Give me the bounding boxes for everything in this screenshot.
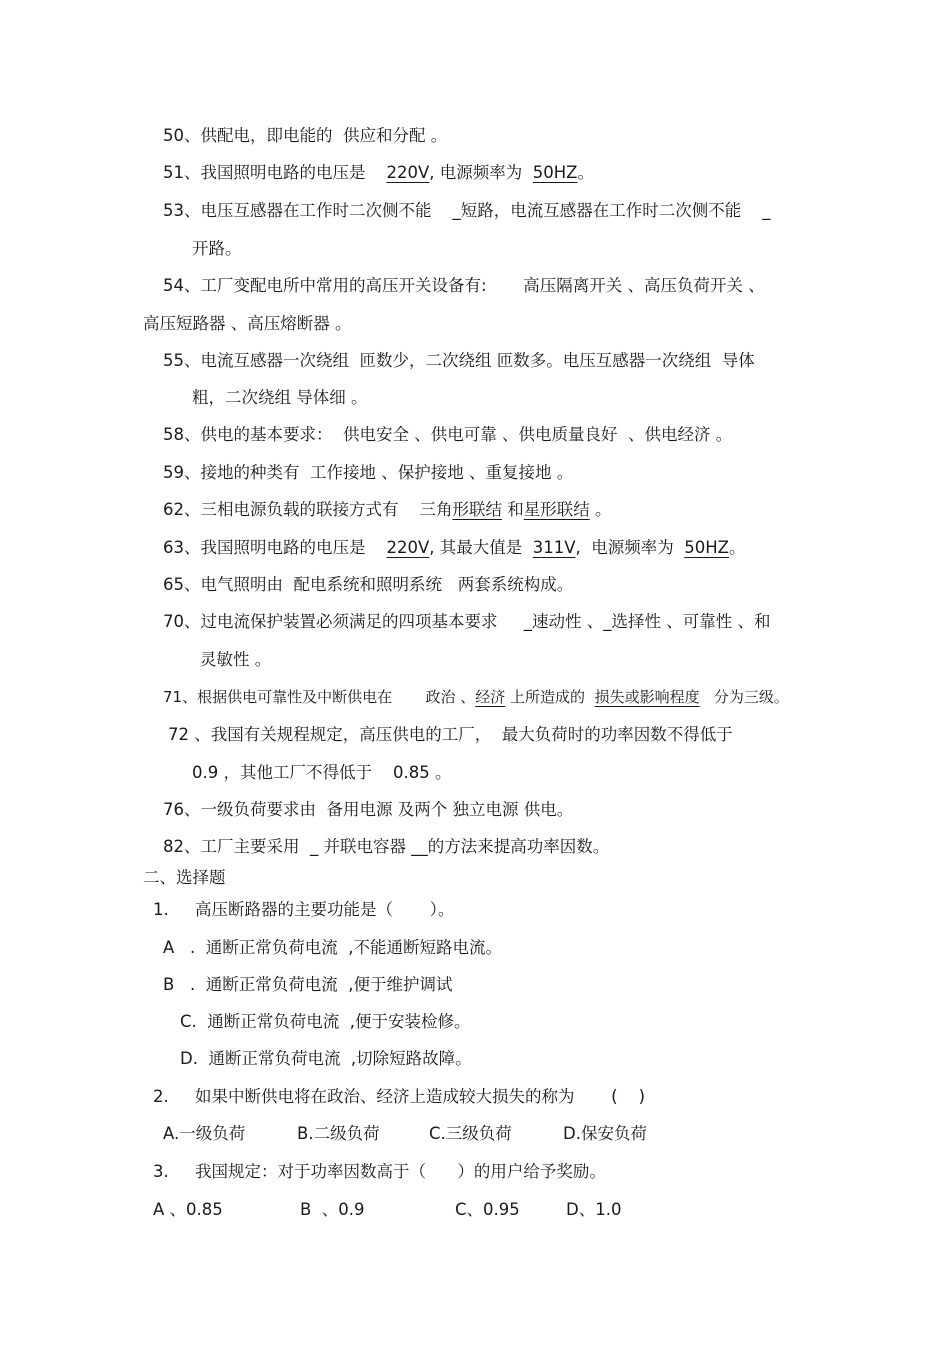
fill-item-63 [163,537,745,559]
question-3-option-b: B 、0.9 [300,1200,365,1219]
fill-item-65 [163,574,573,596]
fill-item-76 [163,799,573,821]
question-3-option-c: C、0.95 [455,1200,520,1219]
question-2-option-d: D.保安负荷 [563,1124,647,1143]
item-number: 65、 [163,575,201,594]
item-number: 53、 [163,201,201,220]
item-text: 电流互感器一次绕组 匝数少，二次绕组 匝数多。电压互感器一次绕组 导体 [200,351,755,370]
item-text: 根据供电可靠性及中断供电在 政治 、 [197,688,476,706]
item-text: 工厂主要采用 _ 并联电容器 __的方法来提高功率因数。 [200,837,610,856]
item-text: , 其最大值是 [429,538,533,557]
question-2-option-b: B.二级负荷 [297,1124,380,1143]
question-1-stem: 1. 高压断路器的主要功能是（ ）。 [153,900,455,919]
item-text: 过电流保护装置必须满足的四项基本要求 _速动性 、_选择性 、可靠性 、和 [200,612,771,631]
item-number: 54、 [163,276,201,295]
answer-frequency: 50HZ [684,538,729,557]
fill-item-62 [163,499,611,521]
fill-item-72-cont: 0.9 ，其他工厂不得低于 0.85 。 [192,763,452,782]
answer-frequency: 50HZ [532,163,578,182]
item-text: 我国照明电路的电压是 [200,538,387,557]
item-number: 71、 [163,688,198,706]
item-number: 50、 [163,126,201,145]
item-text: 。 [589,500,612,519]
item-number: 82、 [163,837,201,856]
item-number: 72 、 [168,725,211,744]
answer: 供应和分配 [343,126,426,145]
fill-item-54 [163,275,765,297]
fill-item-70 [163,611,770,633]
item-text: 供配电，即电能的 [200,126,343,145]
fill-item-59 [163,462,573,484]
fill-item-82 [163,836,609,858]
fill-item-71 [163,686,789,708]
fill-item-51 [163,162,594,184]
fill-item-55 [163,350,755,372]
item-text: 供电的基本要求： 供电安全 、供电可靠 、供电质量良好 、供电经济 。 [200,425,733,444]
item-text: 上所造成的 [505,688,595,706]
item-number: 62、 [163,500,201,519]
fill-item-58 [163,424,732,446]
question-2-stem: 2. 如果中断供电将在政治、经济上造成较大损失的称为 ( ) [153,1087,646,1106]
item-number: 59、 [163,463,201,482]
item-text: 。 [425,126,448,145]
item-text: 。 [728,538,746,557]
question-2-option-a: A.一级负荷 [163,1124,246,1143]
question-1-option-c: C. 通断正常负荷电流 ,便于安装检修。 [180,1012,471,1031]
item-text: 。 [577,163,594,182]
item-text: 我国有关规程规定，高压供电的工厂， 最大负荷时的功率因数不得低于 [210,725,733,744]
question-3-stem: 3. 我国规定：对于功率因数高于（ ）的用户给予奖励。 [153,1162,606,1181]
item-number: 51、 [163,163,201,182]
item-text: 一级负荷要求由 备用电源 及两个 独立电源 供电。 [200,800,574,819]
item-number: 70、 [163,612,201,631]
question-1-option-a: A . 通断正常负荷电流 ,不能通断短路电流。 [163,938,502,957]
answer-star: 星形联结 [523,500,590,519]
answer-voltage: 220V [386,163,430,182]
question-2-option-c: C.三级负荷 [429,1124,512,1143]
item-text: 工厂变配电所中常用的高压开关设备有: 高压隔离开关 、高压负荷开关 、 [200,276,765,295]
fill-item-50 [163,125,447,147]
fill-item-55-cont: 粗，二次绕组 导体细 。 [192,388,368,407]
item-number: 58、 [163,425,201,444]
question-1-option-d: D. 通断正常负荷电流 ,切除短路故障。 [180,1049,472,1068]
item-text: , 电源频率为 [429,163,533,182]
item-text: 电气照明由 配电系统和照明系统 两套系统构成。 [200,575,574,594]
item-text: 三相电源负载的联接方式有 三角 [200,500,453,519]
question-3-option-d: D、1.0 [566,1200,622,1219]
item-text: , 电源频率为 [575,538,685,557]
item-number: 63、 [163,538,201,557]
fill-item-72 [168,724,733,746]
item-number: 55、 [163,351,201,370]
answer-voltage: 220V [386,538,430,557]
question-1-option-b: B . 通断正常负荷电流 ,便于维护调试 [163,975,453,994]
fill-item-53 [163,200,770,222]
answer-peak: 311V [532,538,576,557]
item-text: 接地的种类有 工作接地 、保护接地 、重复接地 。 [200,463,574,482]
answer-economy: 经济 [475,688,506,706]
item-text: 电压互感器在工作时二次侧不能 _短路，电流互感器在工作时二次侧不能 _ [200,201,771,220]
fill-item-70-cont: 灵敏性 。 [200,650,272,669]
item-number: 76、 [163,800,201,819]
question-3-option-a: A 、0.85 [153,1200,223,1219]
answer-loss: 损失或影响程度 [594,688,700,706]
item-text: 我国照明电路的电压是 [200,163,387,182]
section-heading: 二、选择题 [143,868,226,887]
fill-item-53-cont: 开路。 [192,239,242,258]
item-text: 分为三级。 [699,688,789,706]
fill-item-54-cont: 高压短路器 、高压熔断器 。 [143,314,352,333]
item-text: 和 [501,500,524,519]
answer-delta: 形联结 [452,500,502,519]
